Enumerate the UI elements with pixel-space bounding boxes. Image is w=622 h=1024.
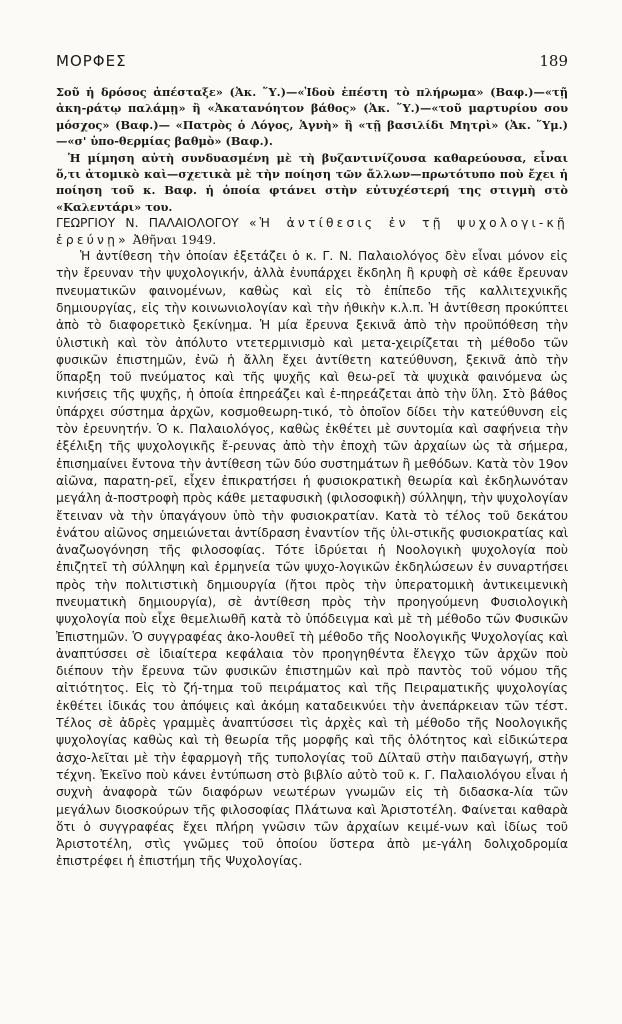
closing-paragraph: Ἡ μίμηση αὐτὴ συνδυασμένη μὲ τὴ βυζαντινίζουσα καθαρεύουσα, εἶναι ὅ,τι ἀτομικὸ καὶ—σχετικὰ μὲ τὴν ποίηση τῶν ἄλλων—πρωτότυπο ποὺ ἔχει ἡ ποίηση τοῦ κ. Βαφ. ἡ ὁποία φτάνει στὴν εὐτυχέστερή της στιγμὴ στὸ «Καλεντάρι» του.: [56, 150, 568, 214]
reference-title: «Ἡ ἀντίθεσις ἐν τῇ ψυχολογι-κῇ ἐρεύνῃ»: [56, 216, 568, 247]
reference-place-year: Ἀθῆναι 1949.: [132, 232, 217, 247]
page-number: 189: [539, 52, 568, 70]
running-header: [56, 52, 568, 70]
review-body: Ἡ ἀντίθεση τὴν ὁποίαν ἐξετάζει ὁ κ. Γ. Ν. Παλαιολόγος δὲν εἶναι μόνον εἰς τὴν ἔρευναν τὴν ψυχολογικήν, ἀλλὰ ἐνυπάρχει ἔκδηλη ἢ κρυφὴ σὲ κάθε ἔρευναν πνευματικῶν φαινομένων, καθὼς καὶ εἰς τὸ ἐπίπεδο τῆς καλλιτεχνικῆς δημιουργίας, εἰς τὴν κοινωνιολογίαν καὶ τὴν ἠθικὴν κ.λ.π. Ἡ ἀντίθεση προκύπτει ἀπὸ τὸ διαφορετικὸ ξεκίνημα. Ἡ μία ἔρευνα ξεκινᾶ ἀπὸ τὴν προϋπόθεση τὴν ὑλιστικὴ καὶ τὸν ἀπόλυτο ντετερμινισμὸ καὶ μετα-χειρίζεται τὴ μέθοδο τῶν φυσικῶν ἐπιστημῶν, ἐνῶ ἡ ἄλλη ἔχει ἀντίθετη κατεύθυνση, ξεκινᾶ ἀπὸ τὴν ὕπαρξη τοῦ πνεύματος καὶ τῆς ψυχῆς καὶ θεω-ρεῖ τὰ ψυχικὰ φαινόμενα ὡς κινήσεις τῆς ψυχῆς, ἡ ὁποία ἐπηρεάζει καὶ ἐ-πηρεάζεται ἀπὸ τὴν ὕλη. Στὸ βάθος ὑπάρχει σύστημα ἀρχῶν, κοσμοθεωρη-τικό, τὸ ὁποῖον δίδει τὴν κατεύθυνση εἰς τὸν ἐρευνητήν. Ὁ κ. Παλαιολόγος, καθὼς ἐκθέτει μὲ συντομία καὶ σαφήνεια τὴν ἐξέλιξη τῆς ψυχολογικῆς ἔ-ρευνας ἀπὸ τὴν ἐποχὴ τῶν ἀρχαίων ὡς τὰ σήμερα, ἐπισημαίνει ἔντονα τὴν ἀντίθεση τῶν δύο συστημάτων ἢ μεθόδων. Κατὰ τὸν 19ον αἰῶνα, παρατη-ρεῖ, εἶχεν ἐπικρατήσει ἡ φυσιοκρατικὴ θεωρία καὶ ἐκδηλωνόταν μεγάλη ἀ-ποστροφὴ πρὸς κάθε μεταφυσικὴ (φιλοσοφικὴ) σύλληψη, τὴν ψυχολογίαν ἔτειναν νὰ τὴν ὑπαγάγουν ὑπὸ τὴν φυσιοκρατίαν. Κατὰ τὸ τέλος τοῦ δεκάτου ἐνάτου αἰῶνος σημειώνεται ἀντίδραση ἐναντίον τῆς ὑλι-στικῆς φυσιοκρατίας καὶ ἀναζωογόνηση τῆς φιλοσοφίας. Τότε ἱδρύεται ἡ Νοολογικὴ ψυχολογία ποὺ ἐπιζητεῖ τὴ σύλληψη καὶ ἑρμηνεία τῶν ψυχο-λογικῶν ἐκδηλώσεων ἐν συναρτήσει πρὸς τὴν πολιτιστικὴ δημιουργία (ἤτοι πρὸς τὴν ὑπερατομικὴ ἀντικειμενικὴ πνευματικὴ δημιουργία), σὲ ἀντίθεση πρὸς τὴν προηγούμενη Φυσιολογικὴ ψυχολογία ποὺ εἶχε θεμελιωθῆ κατὰ τὸ ὑπόδειγμα καὶ μὲ τὴ μέθοδο τῶν Φυσικῶν Ἐπιστημῶν. Ὁ συγγραφέας ἀκο-λουθεῖ τὴ μέθοδο τῆς Νοολογικῆς Ψυχολογίας καὶ ἀναπτύσσει σὲ ἰδιαίτερα κεφάλαια τὸν προηγηθέντα ἔλεγχο τῶν ἀρχῶν ποὺ διέπουν τὴν ἔρευνα τῶν φυσικῶν ἐπιστημῶν καὶ πρὸ παντὸς τοῦ νόμου τῆς αἰτιότητος. Εἰς τὸ ζή-τημα τοῦ πειράματος καὶ τῆς Πειραματικῆς ψυχολογίας ἐκθέτει ἰδικάς του ἀπόψεις καὶ ἀκόμη καταδεικνύει τὴν ἀνεπάρκειαν τῶν τέστ. Τέλος σὲ ἀδρὲς γραμμὲς ἀναπτύσσει τὶς ἀρχὲς καὶ τὴ μέθοδο τῆς Νοολογικῆς ψυχολογίας καθὼς καὶ τὴ θεωρία τῆς μορφῆς καὶ τῆς ὁλότητος καὶ εἰδικώτερα ἀσχο-λεῖται μὲ τὴν ἐφαρμογὴ τῆς τυπολογίας τοῦ Δίλταϋ στὴν παιδαγωγή, στὴν τέχνη. Ἐκεῖνο ποὺ κάνει ἐντύπωση στὸ βιβλίο αὐτὸ τοῦ κ. Γ. Παλαιολόγου εἶναι ἡ συχνὴ ἀναφορὰ τῶν διαφόρων νεωτέρων γνωμῶν εἰς τὴ διδασκα-λία τῶν μεγάλων διοσκούρων τῆς φιλοσοφίας Πλάτωνα καὶ Ἀριστοτέλη. Φαίνεται καθαρὰ ὅτι ὁ συγγραφέας ἔχει πλήρη γνῶσιν τῶν ἀρχαίων κειμέ-νων καὶ ἰδίως τοῦ Ἀριστοτέλη, στὶς γνῶμες τοῦ ὁποίου ὕστερα ἀπὸ με-γάλη δολιχοδρομία ἐπιστρέφει ἡ ἐπιστήμη τῆς Ψυχολογίας.: [56, 249, 568, 869]
reference-author: ΓΕΩΡΓΙΟΥ Ν. ΠΑΛΑΙΟΛΟΓΟΥ: [56, 216, 239, 231]
running-title: ΜΟΡΦΕΣ: [56, 52, 127, 70]
review-reference: [56, 215, 568, 248]
quotation-paragraph: Σοῦ ἡ δρόσος ἀπέσταξε» (Ἀκ. ῞Υ.)—«Ἰδοὺ ἐπέστη τὸ πλήρωμα» (Βαφ.)—«τῇ ἀκη-ράτῳ παλάμῃ» ἢ «Ἀκατανόητον βάθος» (Ἀκ. ῞Υ.)—«τοῦ μαρτυρίου σου μόσχος» (Βαφ.)— «Πατρὸς ὁ Λόγος, Ἁγνὴ» ἢ «τῇ βασιλίδι Μητρὶ» (Ἀκ. ῞Υμ.)—«σ' ὑπο-θερμίας βαθμὸ» (Βαφ.).: [56, 85, 568, 149]
